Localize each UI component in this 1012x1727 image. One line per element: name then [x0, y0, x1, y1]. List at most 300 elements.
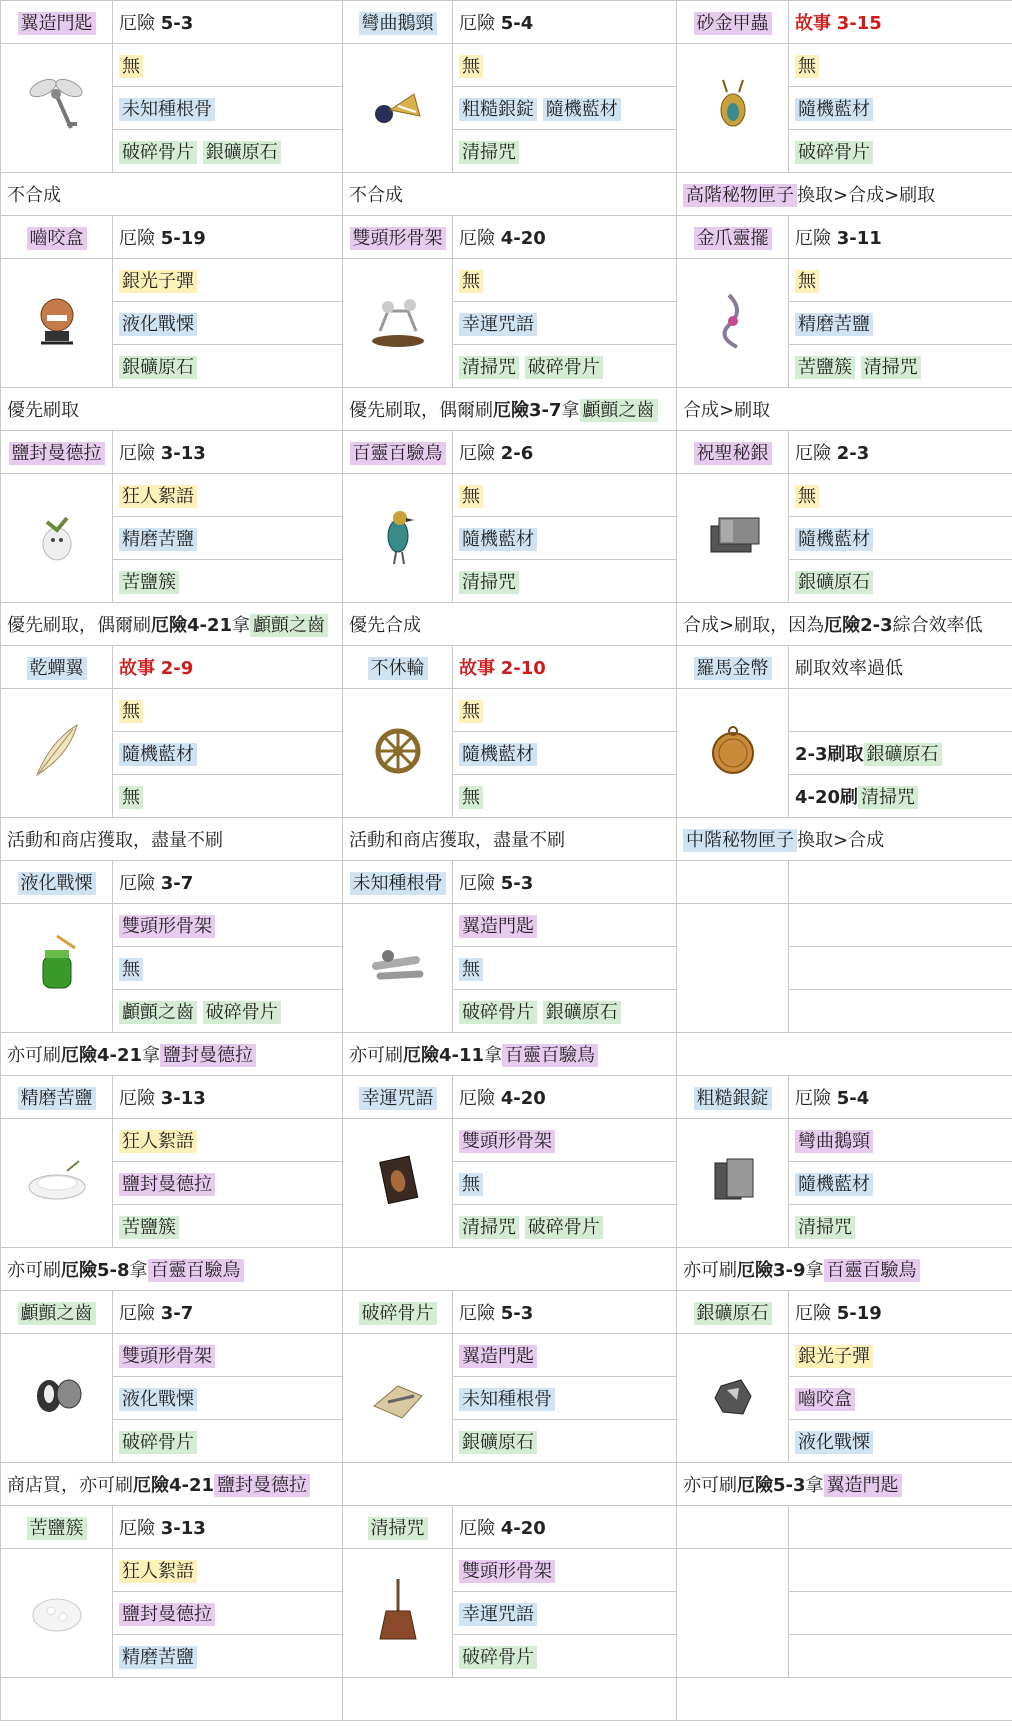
item-location-cell — [113, 1076, 343, 1119]
item-note — [1, 388, 343, 431]
item-note — [1, 1678, 343, 1721]
material-tag: 顱顫之齒 — [250, 614, 328, 637]
item-location-cell — [113, 216, 343, 259]
item-location-cell — [789, 646, 1012, 689]
empty-note — [677, 1678, 1012, 1721]
ingredient-cell — [453, 775, 677, 818]
location-type: 厄險 — [119, 228, 155, 249]
item-image-cell — [677, 1334, 789, 1463]
material-tag: 銀光子彈 — [119, 270, 197, 293]
ingredient-cell — [113, 689, 343, 732]
item-location-cell — [113, 1506, 343, 1549]
location-type: 厄險 — [459, 873, 495, 894]
ingredient-row — [1, 259, 1012, 302]
item-note — [343, 603, 677, 646]
ingredient-cell — [453, 302, 677, 345]
location-type: 故事 — [119, 658, 155, 679]
location-stage: 3-7 — [160, 1303, 194, 1324]
location-type: 厄險 — [459, 228, 495, 249]
item-location-cell — [113, 431, 343, 474]
item-header-row — [1, 1291, 1012, 1334]
ingredient-cell — [113, 732, 343, 775]
ingredient-cell — [113, 517, 343, 560]
item-name-cell — [343, 1506, 453, 1549]
material-tag: 破碎骨片 — [119, 1431, 197, 1454]
item-location-cell — [453, 1291, 677, 1334]
item-location-cell — [789, 1, 1012, 44]
ingredient-row — [1, 517, 1012, 560]
ingredient-cell — [453, 1205, 677, 1248]
ingredient-cell — [453, 904, 677, 947]
material-tag: 翼造門匙 — [459, 915, 537, 938]
bone-shards-icon — [358, 1356, 438, 1441]
material-tag: 清掃咒 — [459, 356, 519, 379]
two-headed-skeleton-icon — [358, 281, 438, 366]
location-stage: 5-3 — [500, 873, 534, 894]
item-header-row — [1, 646, 1012, 689]
material-tag: 無 — [795, 55, 819, 78]
item-name: 翼造門匙 — [18, 12, 96, 35]
green-jar-icon — [17, 926, 97, 1011]
note-row — [1, 1678, 1012, 1721]
ingredient-cell — [453, 474, 677, 517]
item-name: 雙頭形骨架 — [350, 227, 446, 250]
ingredient-cell — [113, 130, 343, 173]
material-tag: 高階秘物匣子 — [683, 184, 797, 207]
ingredient-row — [1, 1162, 1012, 1205]
item-header-row — [1, 1, 1012, 44]
material-tag: 銀礦原石 — [864, 743, 942, 766]
ingredient-cell — [113, 1420, 343, 1463]
location-stage: 2-9 — [160, 658, 194, 679]
location-type: 厄險 — [119, 1088, 155, 1109]
material-tag: 銀礦原石 — [459, 1431, 537, 1454]
text-segment: 商店買，亦可刷 — [7, 1475, 133, 1496]
note-row — [1, 818, 1012, 861]
text-segment: 亦可刷 — [349, 1045, 403, 1066]
material-tag: 清掃咒 — [459, 1216, 519, 1239]
ingredient-row — [1, 87, 1012, 130]
item-name-cell — [343, 431, 453, 474]
item-note — [677, 1463, 1012, 1506]
item-note — [1, 818, 343, 861]
material-tag: 隨機藍材 — [119, 743, 197, 766]
item-name: 羅馬金幣 — [694, 657, 772, 680]
material-tag: 狂人絮語 — [119, 1130, 197, 1153]
note-row — [1, 1033, 1012, 1076]
text-segment: 綜合效率低 — [892, 615, 983, 636]
text-segment: 2-3刷取 — [795, 744, 864, 765]
material-tag: 雙頭形骨架 — [119, 1345, 215, 1368]
salt-cluster-icon — [17, 1571, 97, 1656]
material-tag: 鹽封曼德拉 — [119, 1603, 215, 1626]
material-tag: 隨機藍材 — [459, 528, 537, 551]
material-tag: 無 — [119, 700, 143, 723]
item-header-row — [1, 216, 1012, 259]
item-image-cell — [343, 1119, 453, 1248]
item-name: 砂金甲蟲 — [694, 12, 772, 35]
item-image-cell — [343, 689, 453, 818]
ingredient-cell — [453, 44, 677, 87]
ingredient-cell — [789, 517, 1012, 560]
biting-box-icon — [17, 281, 97, 366]
item-name: 液化戰慄 — [18, 872, 96, 895]
item-note — [1, 1033, 343, 1076]
material-tag: 隨機藍材 — [795, 528, 873, 551]
material-tag: 隨機藍材 — [795, 1173, 873, 1196]
ingredient-cell — [789, 302, 1012, 345]
ingredient-cell — [789, 1205, 1012, 1248]
item-name-cell — [343, 861, 453, 904]
ingredient-cell — [453, 1635, 677, 1678]
ingredient-row — [1, 1420, 1012, 1463]
winged-key-icon — [17, 66, 97, 151]
empty-cell — [789, 1592, 1012, 1635]
material-tag: 破碎骨片 — [459, 1646, 537, 1669]
text-segment: 優先刷取 — [7, 400, 79, 421]
broom-icon — [358, 1571, 438, 1656]
ingredient-cell — [453, 130, 677, 173]
location-stage: 3-11 — [836, 228, 882, 249]
ingredient-cell — [789, 1334, 1012, 1377]
item-name-cell — [343, 1291, 453, 1334]
item-location-cell — [113, 646, 343, 689]
item-note — [1, 603, 343, 646]
item-image-cell — [343, 1549, 453, 1678]
material-tag: 清掃咒 — [795, 1216, 855, 1239]
item-name: 百靈百驗鳥 — [350, 442, 446, 465]
ingredient-row — [1, 345, 1012, 388]
ingredient-cell — [113, 1377, 343, 1420]
text-segment: 亦可刷 — [683, 1260, 737, 1281]
ingredient-row — [1, 1549, 1012, 1592]
text-segment: 拿 — [129, 1260, 148, 1281]
item-name: 破碎骨片 — [359, 1302, 437, 1325]
item-location-cell — [789, 431, 1012, 474]
location-stage: 5-19 — [160, 228, 206, 249]
ingredient-cell — [453, 689, 677, 732]
location-stage: 3-13 — [160, 443, 206, 464]
empty-cell — [789, 861, 1012, 904]
location-stage: 3-7 — [160, 873, 194, 894]
location-type: 厄險 — [459, 1518, 495, 1539]
material-tag: 翼造門匙 — [824, 1474, 902, 1497]
item-location-cell — [453, 1, 677, 44]
material-tag: 鹽封曼德拉 — [214, 1474, 310, 1497]
ingredient-row — [1, 1205, 1012, 1248]
golden-claw-pendulum-icon — [693, 281, 773, 366]
ingredient-cell — [453, 1377, 677, 1420]
item-name-cell — [343, 216, 453, 259]
ingredient-cell — [789, 87, 1012, 130]
ingredient-cell — [789, 474, 1012, 517]
ingredient-cell — [113, 990, 343, 1033]
text-segment: 拿 — [561, 400, 580, 421]
location-type: 厄險 — [119, 443, 155, 464]
ingredient-cell — [453, 560, 677, 603]
material-tag: 液化戰慄 — [119, 313, 197, 336]
text-segment: 拿 — [484, 1045, 503, 1066]
roman-coin-icon — [693, 711, 773, 796]
material-tag: 幸運咒語 — [459, 313, 537, 336]
ingredient-cell — [453, 1334, 677, 1377]
location-type: 厄險 — [119, 1303, 155, 1324]
ingredient-cell — [789, 689, 1012, 732]
item-name-cell — [1, 1076, 113, 1119]
ingredient-cell — [789, 1119, 1012, 1162]
ingredient-cell — [789, 1377, 1012, 1420]
ingredient-row — [1, 302, 1012, 345]
material-tag: 苦鹽簇 — [119, 1216, 179, 1239]
empty-note — [677, 1033, 1012, 1076]
material-tag: 無 — [795, 270, 819, 293]
ingredient-cell — [453, 1162, 677, 1205]
item-location-cell — [789, 216, 1012, 259]
ingredient-cell — [113, 1635, 343, 1678]
item-location-cell — [453, 216, 677, 259]
text-segment: 合成>刷取，因為 — [683, 615, 825, 636]
text-segment: 活動和商店獲取，盡量不刷 — [349, 830, 565, 851]
material-tag: 雙頭形骨架 — [459, 1560, 555, 1583]
material-tag: 顱顫之齒 — [580, 399, 658, 422]
salted-mandrake-icon — [17, 496, 97, 581]
item-name-cell — [343, 646, 453, 689]
item-note — [677, 388, 1012, 431]
text-segment: 活動和商店獲取，盡量不刷 — [7, 830, 223, 851]
material-tag: 雙頭形骨架 — [119, 915, 215, 938]
item-name-cell — [677, 431, 789, 474]
ingredient-cell — [453, 732, 677, 775]
item-image-cell — [1, 1334, 113, 1463]
text-segment: 換取>合成 — [797, 830, 885, 851]
ingredient-cell — [113, 560, 343, 603]
item-name: 不休輪 — [368, 657, 428, 680]
material-tag: 嚙咬盒 — [795, 1388, 855, 1411]
ingredient-cell — [453, 1549, 677, 1592]
text-segment: 亦可刷 — [7, 1045, 61, 1066]
item-image-cell — [677, 474, 789, 603]
ingredient-cell — [453, 1420, 677, 1463]
item-name-cell — [1, 1291, 113, 1334]
ingredient-cell — [113, 302, 343, 345]
text-segment: 4-20刷 — [795, 787, 859, 808]
item-note — [343, 818, 677, 861]
ingredient-cell — [453, 1592, 677, 1635]
material-tag: 破碎骨片 — [119, 141, 197, 164]
location-text: 刷取效率過低 — [795, 658, 903, 679]
ingredient-cell — [453, 1119, 677, 1162]
material-tag: 鹽封曼德拉 — [119, 1173, 215, 1196]
ingredient-cell — [113, 1592, 343, 1635]
item-note — [677, 173, 1012, 216]
ingredient-cell — [113, 775, 343, 818]
item-name-cell — [677, 1291, 789, 1334]
ingredient-row — [1, 560, 1012, 603]
ingredient-row — [1, 990, 1012, 1033]
item-header-row — [1, 1506, 1012, 1549]
ingredient-row — [1, 474, 1012, 517]
item-note — [1, 1248, 343, 1291]
ingredient-cell — [453, 517, 677, 560]
location-type: 厄險 — [795, 1303, 831, 1324]
text-segment: 厄險5-3 — [737, 1475, 806, 1496]
ingredient-cell — [789, 775, 1012, 818]
location-type: 厄險 — [119, 1518, 155, 1539]
item-name: 銀礦原石 — [694, 1302, 772, 1325]
ingredient-row — [1, 775, 1012, 818]
location-stage: 5-3 — [500, 1303, 534, 1324]
cicada-wing-icon — [17, 711, 97, 796]
location-stage: 5-19 — [836, 1303, 882, 1324]
gold-beetle-icon — [693, 66, 773, 151]
item-note — [677, 818, 1012, 861]
material-tag: 無 — [459, 485, 483, 508]
item-name-cell — [677, 216, 789, 259]
text-segment: 亦可刷 — [7, 1260, 61, 1281]
location-stage: 2-6 — [500, 443, 534, 464]
item-note — [677, 1248, 1012, 1291]
material-tag: 無 — [459, 958, 483, 981]
ingredient-row — [1, 1377, 1012, 1420]
item-note — [1, 1463, 343, 1506]
ingredient-row — [1, 44, 1012, 87]
material-tag: 隨機藍材 — [459, 743, 537, 766]
material-tag: 銀礦原石 — [119, 356, 197, 379]
text-segment: 優先合成 — [349, 615, 421, 636]
item-image-cell — [1, 689, 113, 818]
item-name: 苦鹽簇 — [27, 1517, 87, 1540]
item-image-cell — [1, 904, 113, 1033]
curved-gooseneck-icon — [358, 66, 438, 151]
material-tag: 苦鹽簇 — [119, 571, 179, 594]
text-segment: 亦可刷 — [683, 1475, 737, 1496]
item-image-cell — [1, 474, 113, 603]
empty-cell — [789, 1549, 1012, 1592]
ingredient-cell — [113, 1205, 343, 1248]
ingredient-cell — [453, 345, 677, 388]
ingredient-cell — [789, 44, 1012, 87]
material-tag: 銀礦原石 — [795, 571, 873, 594]
material-tag: 狂人絮語 — [119, 1560, 197, 1583]
location-stage: 2-10 — [500, 658, 546, 679]
empty-cell — [677, 1506, 789, 1549]
note-row — [1, 173, 1012, 216]
item-name: 顱顫之齒 — [18, 1302, 96, 1325]
ingredient-cell — [113, 1549, 343, 1592]
item-note — [343, 1248, 677, 1291]
location-type: 厄險 — [795, 228, 831, 249]
material-tag: 未知種根骨 — [459, 1388, 555, 1411]
ingredient-row — [1, 689, 1012, 732]
item-location-cell — [789, 1076, 1012, 1119]
material-tag: 精磨苦鹽 — [119, 528, 197, 551]
item-location-cell — [789, 1291, 1012, 1334]
material-tag: 粗糙銀錠 — [459, 98, 537, 121]
text-segment: 優先刷取，偶爾刷 — [349, 400, 493, 421]
empty-cell — [677, 861, 789, 904]
material-tag: 銀礦原石 — [203, 141, 281, 164]
location-stage: 5-4 — [500, 13, 534, 34]
item-name-cell — [1, 216, 113, 259]
item-image-cell — [1, 44, 113, 173]
item-name-cell — [1, 861, 113, 904]
text-segment: 厄險4-21 — [61, 1045, 143, 1066]
wheel-icon — [358, 711, 438, 796]
ingredient-cell — [789, 1162, 1012, 1205]
ingredient-row — [1, 947, 1012, 990]
item-note — [1, 173, 343, 216]
item-image-cell — [677, 1119, 789, 1248]
item-image-cell — [343, 474, 453, 603]
item-location-cell — [113, 861, 343, 904]
item-image-cell — [343, 44, 453, 173]
ingredient-cell — [113, 345, 343, 388]
material-tag: 中階秘物匣子 — [683, 829, 797, 852]
item-note — [343, 388, 677, 431]
item-name-cell — [1, 1506, 113, 1549]
item-header-row — [1, 1076, 1012, 1119]
bird-icon — [358, 496, 438, 581]
location-stage: 2-3 — [836, 443, 870, 464]
location-stage: 3-13 — [160, 1518, 206, 1539]
material-tag: 液化戰慄 — [795, 1431, 873, 1454]
ingredient-cell — [789, 732, 1012, 775]
ingredient-cell — [113, 1162, 343, 1205]
item-image-cell — [1, 1549, 113, 1678]
material-tag: 清掃咒 — [459, 571, 519, 594]
material-tag: 幸運咒語 — [459, 1603, 537, 1626]
material-tag: 翼造門匙 — [459, 1345, 537, 1368]
location-type: 厄險 — [119, 873, 155, 894]
material-tag: 精磨苦鹽 — [795, 313, 873, 336]
ingredient-row — [1, 732, 1012, 775]
item-name: 彎曲鵝頸 — [359, 12, 437, 35]
material-tag: 苦鹽簇 — [795, 356, 855, 379]
ingredient-cell — [789, 345, 1012, 388]
material-tag: 破碎骨片 — [525, 1216, 603, 1239]
item-name: 幸運咒語 — [359, 1087, 437, 1110]
lucky-card-icon — [358, 1141, 438, 1226]
unknown-bones-icon — [358, 926, 438, 1011]
item-name: 祝聖秘銀 — [694, 442, 772, 465]
material-tag: 破碎骨片 — [203, 1001, 281, 1024]
ingredient-cell — [453, 259, 677, 302]
text-segment: 厄險5-8 — [61, 1260, 130, 1281]
material-tag: 隨機藍材 — [543, 98, 621, 121]
material-tag: 無 — [119, 55, 143, 78]
item-note — [343, 1463, 677, 1506]
location-stage: 5-3 — [160, 13, 194, 34]
item-header-row — [1, 431, 1012, 474]
location-stage: 3-15 — [836, 13, 882, 34]
item-note — [343, 1678, 677, 1721]
text-segment: 厄險2-3 — [824, 615, 893, 636]
material-tag: 液化戰慄 — [119, 1388, 197, 1411]
item-note — [343, 1033, 677, 1076]
material-tag: 無 — [459, 700, 483, 723]
item-name: 清掃咒 — [368, 1517, 428, 1540]
item-name: 乾蟬翼 — [27, 657, 87, 680]
ingredient-row — [1, 1119, 1012, 1162]
location-type: 厄險 — [459, 1303, 495, 1324]
ingredient-row — [1, 904, 1012, 947]
text-segment: 厄險4-21 — [151, 615, 233, 636]
material-tag: 清掃咒 — [858, 786, 918, 809]
item-note — [343, 173, 677, 216]
item-note — [677, 603, 1012, 646]
location-stage: 5-4 — [836, 1088, 870, 1109]
text-segment: 合成>刷取 — [683, 400, 771, 421]
